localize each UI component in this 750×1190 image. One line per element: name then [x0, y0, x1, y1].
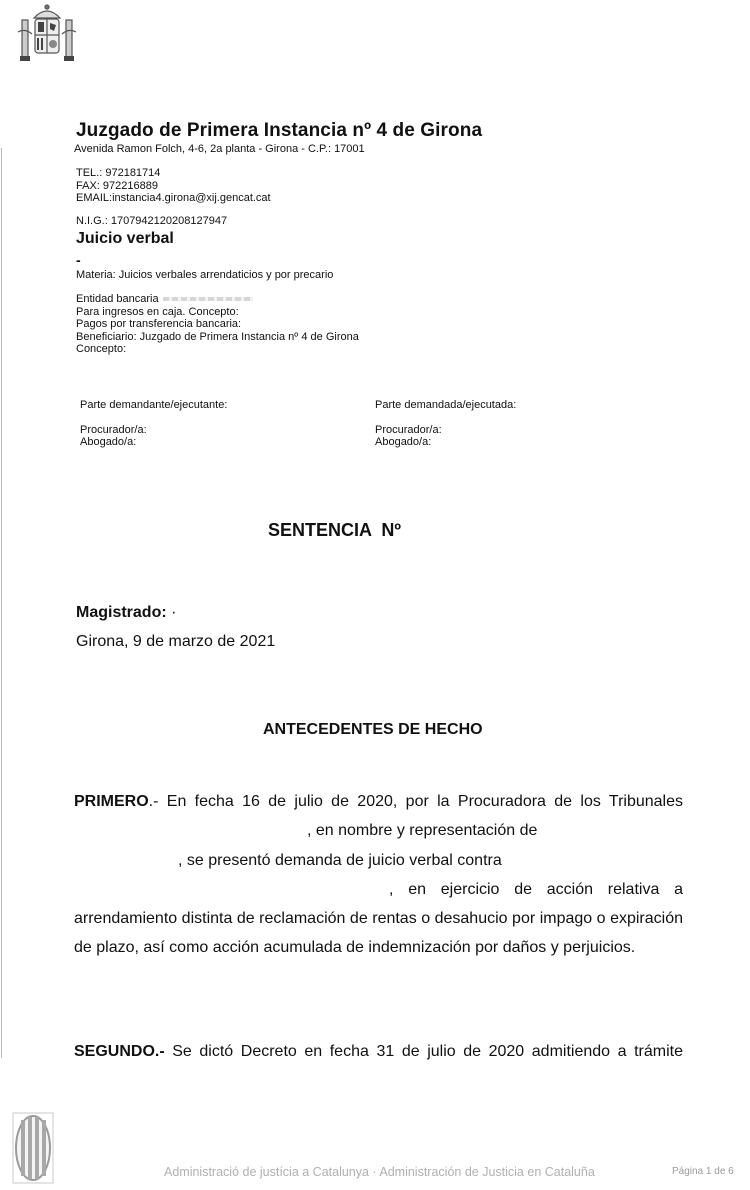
primero-line2: , en nombre y representación de — [307, 822, 538, 840]
plaintiff-label: Parte demandante/ejecutante: — [80, 399, 228, 411]
bank-details — [76, 293, 359, 356]
margin-rule — [1, 148, 2, 1058]
defendant-abogado-label: Abogado/a: — [375, 436, 432, 448]
defendant-procurador-label: Procurador/a: — [375, 423, 442, 436]
section-heading: ANTECEDENTES DE HECHO — [263, 721, 483, 738]
redacted-bank-name — [163, 297, 253, 301]
plaintiff-abogado-label: Abogado/a: — [80, 436, 137, 448]
concept-line: Concepto: — [76, 343, 127, 355]
primero-line3: , se presentó demanda de juicio verbal contra — [178, 851, 502, 869]
magistrate-name: · — [171, 604, 177, 621]
court-phone: TEL.: 972181714 — [76, 167, 161, 179]
generalitat-emblem-icon — [12, 1112, 54, 1184]
primero-label: PRIMERO — [74, 793, 149, 810]
paragraph-primero — [74, 787, 683, 963]
contact-block — [76, 167, 271, 205]
place-date: Girona, 9 de marzo de 2021 — [76, 633, 276, 650]
materia: Materia: Juicios verbales arrendaticios y por precario — [76, 269, 334, 281]
segundo-label: SEGUNDO.- — [74, 1043, 165, 1060]
transfer-line: Pagos por transferencia bancaria: — [76, 318, 242, 330]
bank-entity-label: Entidad bancaria — [76, 293, 159, 305]
court-address: Avenida Ramon Folch, 4-6, 2a planta - Girona - C.P.: 17001 — [74, 143, 365, 155]
plaintiff-procurador-label: Procurador/a: — [80, 423, 147, 436]
page-number: Página 1 de 6 — [672, 1166, 734, 1177]
court-name: Juzgado de Primera Instancia nº 4 de Girona — [76, 120, 483, 141]
magistrate-label: Magistrado: — [76, 604, 167, 621]
segundo-text: Se dictó Decreto en fecha 31 de julio de 2020 admitiendo a trámite — [164, 1043, 683, 1060]
primero-sep: .- — [148, 793, 167, 810]
magistrate-line — [76, 604, 176, 622]
primero-line1: En fecha 16 de julio de 2020, por la Procuradora de los Tribunales — [166, 793, 684, 810]
court-fax: FAX: 972216889 — [76, 179, 158, 192]
procedure-type: Juicio verbal — [76, 230, 174, 247]
cash-deposit-line: Para ingresos en caja. Concepto: — [76, 305, 239, 318]
bank-entity-line — [76, 293, 359, 306]
primero-line4: , en ejercicio de acción relativa a — [389, 880, 683, 898]
paragraph-segundo — [74, 1037, 683, 1066]
defendant-block — [375, 399, 516, 449]
beneficiary-line: Beneficiario: Juzgado de Primera Instancia nº 4 de Girona — [76, 330, 359, 343]
defendant-label: Parte demandada/ejecutada: — [375, 399, 517, 411]
procedure-dash: - — [76, 252, 81, 268]
spain-coat-of-arms-icon — [12, 2, 82, 68]
footer-institution: Administració de justícia a Catalunya · Administración de Justicia en Cataluña — [164, 1165, 595, 1179]
primero-rest: arrendamiento distinta de reclamación de rentas o desahucio por impago o expiración de plazo, así como acción acumulada de indemnización por daños y perjuicios. — [74, 910, 683, 957]
judgment-title: SENTENCIA Nº — [268, 520, 401, 540]
court-email: EMAIL:instancia4.girona@xij.gencat.cat — [76, 192, 271, 204]
nig-number: N.I.G.: 1707942120208127947 — [76, 215, 228, 227]
plaintiff-block — [80, 399, 227, 449]
